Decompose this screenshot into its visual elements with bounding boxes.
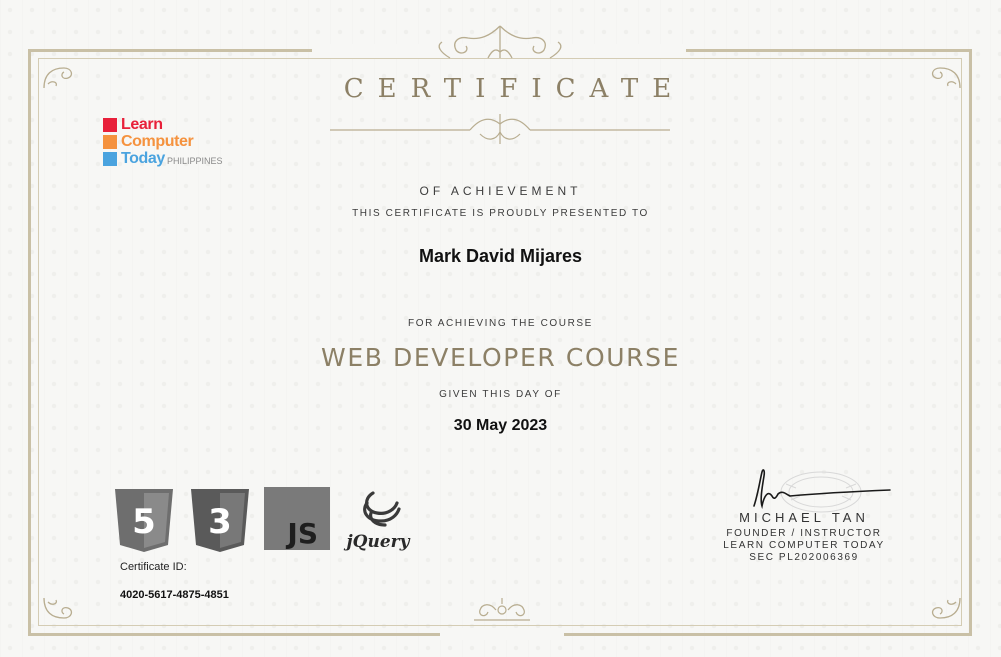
issue-date: 30 May 2023 (453, 417, 548, 434)
logo-suffix: PHILIPPINES (166, 156, 223, 166)
bottom-flourish-icon (470, 594, 534, 624)
signatory-block (700, 510, 908, 564)
logo-word-computer: Computer (121, 133, 194, 150)
logo-red-square-icon (103, 118, 117, 132)
certificate-subtitle: OF ACHIEVEMENT (419, 184, 582, 198)
course-name: WEB DEVELOPER COURSE (321, 343, 680, 372)
signature-icon (742, 466, 902, 512)
signatory-name: MICHAEL TAN (739, 510, 869, 525)
certificate-id-label: Certificate ID: (120, 561, 187, 573)
bottom-border-gap (440, 628, 564, 640)
logo-word-today: Today (121, 150, 165, 167)
logo-blue-square-icon (103, 152, 117, 166)
html5-number: 5 (132, 502, 156, 542)
certificate-title: CERTIFICATE (343, 74, 686, 104)
given-line: GIVEN THIS DAY OF (439, 389, 562, 400)
signatory-org: LEARN COMPUTER TODAY (723, 540, 885, 551)
top-flourish-icon (430, 22, 570, 64)
title-underline-flourish-icon (330, 110, 670, 146)
javascript-icon (264, 487, 330, 550)
recipient-name: Mark David Mijares (418, 246, 583, 266)
logo-orange-square-icon (103, 135, 117, 149)
corner-ornament-bottom-right-icon (926, 594, 962, 622)
jquery-icon (343, 487, 413, 553)
logo-word-learn: Learn (121, 116, 163, 133)
for-course-line: FOR ACHIEVING THE COURSE (408, 318, 593, 329)
javascript-label: JS (287, 517, 318, 550)
presented-line: THIS CERTIFICATE IS PROUDLY PRESENTED TO (352, 208, 649, 219)
learn-computer-today-logo (103, 116, 253, 168)
html5-icon (113, 487, 175, 553)
css3-icon (189, 487, 251, 553)
corner-ornament-bottom-left-icon (42, 594, 78, 622)
css3-number: 3 (208, 502, 232, 542)
signatory-sec: SEC PL202006369 (749, 552, 859, 563)
signatory-role: FOUNDER / INSTRUCTOR (726, 528, 882, 539)
certificate-id-value: 4020-5617-4875-4851 (120, 589, 229, 601)
jquery-label: jQuery (346, 532, 410, 552)
